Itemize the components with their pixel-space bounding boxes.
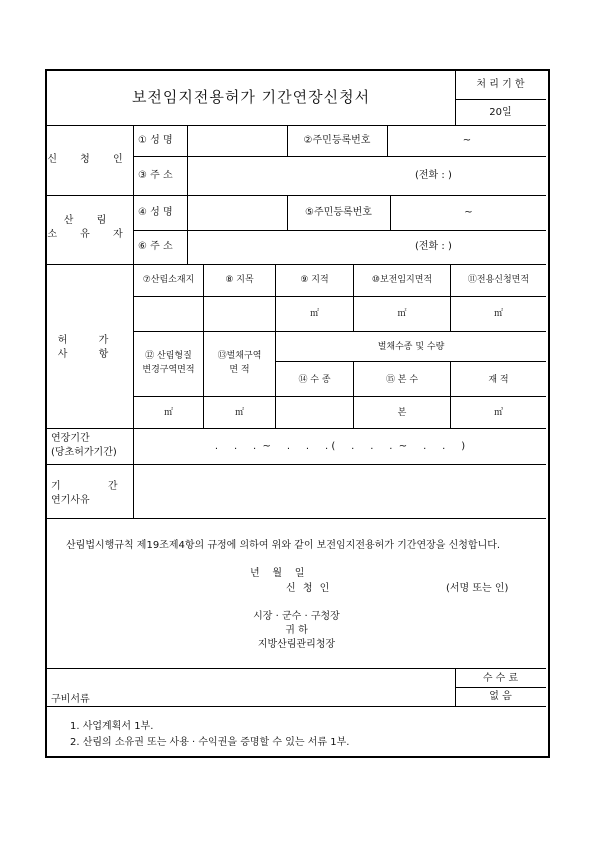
divider xyxy=(133,156,546,157)
applicant-phone[interactable]: (전화 : ) xyxy=(415,170,452,181)
divider xyxy=(133,331,546,332)
extension-period-field[interactable]: . . . ~ . . . ( . . . ~ . . ) xyxy=(214,441,466,452)
applicant-id-label: ②주민등록번호 xyxy=(303,135,371,146)
extension-label-line2: (당초허가기간) xyxy=(51,447,117,458)
header-tree-count: ⑮ 본 수 xyxy=(385,375,419,385)
owner-name-label: ④ 성 명 xyxy=(138,207,173,218)
header-species: ⑭ 수 종 xyxy=(298,375,331,385)
unit-sqm: ㎡ xyxy=(163,408,173,418)
extension-label: 연장기간 xyxy=(51,433,90,444)
recipient-1: 시장 · 군수 · 구청장 xyxy=(253,611,340,622)
form-title: 보전임지전용허가 기간연장신청서 xyxy=(131,88,371,106)
header-alteration-area-line2: 변경구역면적 xyxy=(142,365,195,375)
divider xyxy=(47,125,546,126)
processing-value: 20일 xyxy=(489,107,512,118)
divider xyxy=(47,518,546,519)
divider xyxy=(133,396,546,397)
header-felling-area-line2: 면 적 xyxy=(229,365,250,375)
divider xyxy=(455,687,546,688)
applicant-address-label: ③ 주 소 xyxy=(138,170,173,181)
permit-label-line1: 허 가 xyxy=(57,335,123,346)
recipient-3: 지방산림관리청장 xyxy=(257,639,336,650)
owner-name-field[interactable] xyxy=(188,196,286,230)
owner-address-label: ⑥ 주 소 xyxy=(138,241,173,252)
unit-sqm: ㎡ xyxy=(234,408,244,418)
documents-label: 구비서류 xyxy=(51,694,90,705)
document-item-1: 1. 사업계획서 1부. xyxy=(70,721,154,732)
applicant-label: 신 청 인 xyxy=(47,154,133,165)
applicant-name-field[interactable] xyxy=(188,126,286,156)
owner-id-label: ⑤주민등록번호 xyxy=(305,207,372,218)
reason-field[interactable] xyxy=(134,465,546,518)
header-forest-location: ⑦산림소재지 xyxy=(142,275,195,285)
permit-label-line2: 사 항 xyxy=(57,349,123,360)
processing-header: 처 리 기 한 xyxy=(476,79,525,90)
divider xyxy=(133,230,546,231)
divider xyxy=(47,668,546,669)
owner-phone[interactable]: (전화 : ) xyxy=(415,241,452,252)
header-land-category: ⑧ 지목 xyxy=(225,275,254,285)
header-cadastral: ⑨ 지적 xyxy=(300,275,329,285)
divider xyxy=(47,264,546,265)
reason-label-line2: 연기사유 xyxy=(51,495,90,506)
divider xyxy=(187,156,188,196)
header-volume: 재 적 xyxy=(488,375,509,385)
recipient-2: 귀 하 xyxy=(285,625,308,636)
unit-cubic-meter: ㎥ xyxy=(493,408,503,418)
owner-label-line1: 산 림 xyxy=(63,215,117,226)
fee-value: 없 음 xyxy=(489,691,512,702)
divider xyxy=(203,265,204,428)
reason-label: 기 간 xyxy=(51,481,140,492)
divider xyxy=(133,126,134,518)
unit-sqm: ㎡ xyxy=(493,309,503,319)
declaration-applicant: 신 청 인 xyxy=(286,583,332,594)
divider xyxy=(455,99,546,100)
divider xyxy=(47,195,546,196)
header-alteration-area: ⑫ 산림형질 xyxy=(145,351,192,361)
header-felling-species-quantity: 벌채수종 및 수량 xyxy=(377,342,445,352)
unit-sqm: ㎡ xyxy=(397,309,407,319)
unit-trees: 본 xyxy=(397,408,407,418)
signature-field[interactable]: (서명 또는 인) xyxy=(446,583,509,594)
document-item-2: 2. 산림의 소유권 또는 사용 · 수익권을 증명할 수 있는 서류 1부. xyxy=(70,737,350,748)
divider xyxy=(47,428,546,429)
divider xyxy=(47,706,546,707)
owner-id-field[interactable]: ~ xyxy=(464,207,473,218)
declaration-date: 년 월 일 xyxy=(250,568,305,579)
applicant-id-field[interactable]: ~ xyxy=(462,135,472,146)
owner-label-line2: 소 유 자 xyxy=(47,229,133,240)
unit-sqm: ㎡ xyxy=(309,309,319,319)
header-felling-area: ⑬벌채구역 xyxy=(217,351,262,361)
fee-header: 수 수 료 xyxy=(482,673,519,684)
divider xyxy=(275,361,546,362)
declaration-text: 산림법시행규칙 제19조제4항의 규정에 의하여 위와 같이 보전임지전용허가 기간연장을 신청합니다. xyxy=(66,540,501,551)
applicant-name-label: ① 성 명 xyxy=(138,135,173,146)
divider xyxy=(133,296,546,297)
header-conversion-area: ⑪전용신청면적 xyxy=(467,275,530,285)
header-preserved-area: ⑩보전임지면적 xyxy=(371,275,433,285)
